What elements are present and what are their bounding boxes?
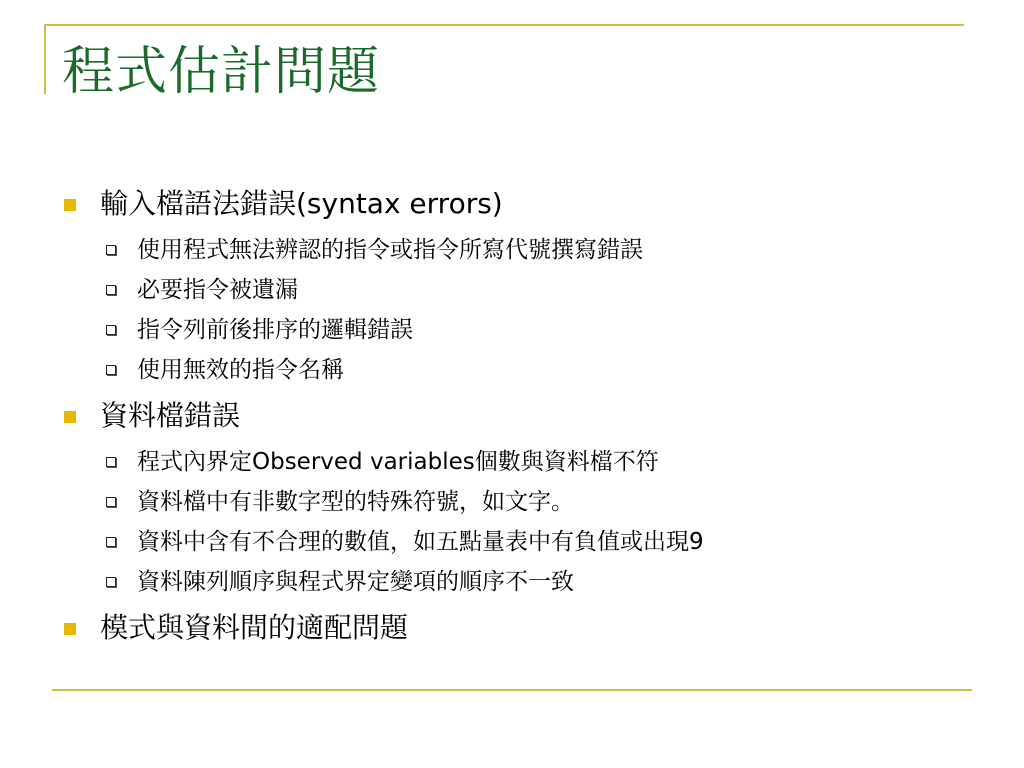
list-item-label: 必要指令被遺漏	[137, 277, 298, 303]
square-bullet-icon	[64, 199, 76, 211]
list-item-label: 指令列前後排序的邏輯錯誤	[137, 317, 413, 343]
list-item	[60, 522, 980, 562]
hollow-square-bullet-icon	[106, 497, 116, 507]
square-bullet-icon	[64, 411, 76, 423]
list-item-label: 資料陳列順序與程式界定變項的順序不一致	[137, 569, 574, 595]
hollow-square-bullet-icon	[106, 285, 116, 295]
section-heading-model-fit	[60, 602, 980, 654]
list-item	[60, 482, 980, 522]
list-item	[60, 310, 980, 350]
list-item	[60, 442, 980, 482]
hollow-square-bullet-icon	[106, 365, 116, 375]
hollow-square-bullet-icon	[106, 325, 116, 335]
left-rule	[44, 24, 46, 94]
bullet-list	[60, 178, 980, 654]
list-item	[60, 350, 980, 390]
hollow-square-bullet-icon	[106, 577, 116, 587]
top-rule	[44, 24, 964, 26]
section-heading-data-file-errors	[60, 390, 980, 442]
list-item	[60, 230, 980, 270]
section-heading-label: 輸入檔語法錯誤(syntax errors)	[100, 187, 503, 220]
list-item-label: 使用程式無法辨認的指令或指令所寫代號撰寫錯誤	[137, 237, 643, 263]
section-heading-syntax-errors	[60, 178, 980, 230]
section-heading-label: 資料檔錯誤	[100, 399, 241, 432]
list-item	[60, 562, 980, 602]
square-bullet-icon	[64, 623, 76, 635]
list-item-label: 資料中含有不合理的數值，如五點量表中有負值或出現9	[137, 529, 704, 555]
hollow-square-bullet-icon	[106, 457, 116, 467]
hollow-square-bullet-icon	[106, 537, 116, 547]
list-item-label: 資料檔中有非數字型的特殊符號，如文字。	[137, 489, 574, 515]
slide-title: 程式估計問題	[62, 42, 381, 102]
bottom-rule	[52, 689, 972, 691]
list-item-label: 使用無效的指令名稱	[137, 357, 344, 383]
list-item-label: 程式內界定Observed variables個數與資料檔不符	[137, 449, 659, 475]
section-heading-label: 模式與資料間的適配問題	[100, 611, 409, 644]
hollow-square-bullet-icon	[106, 245, 116, 255]
list-item	[60, 270, 980, 310]
